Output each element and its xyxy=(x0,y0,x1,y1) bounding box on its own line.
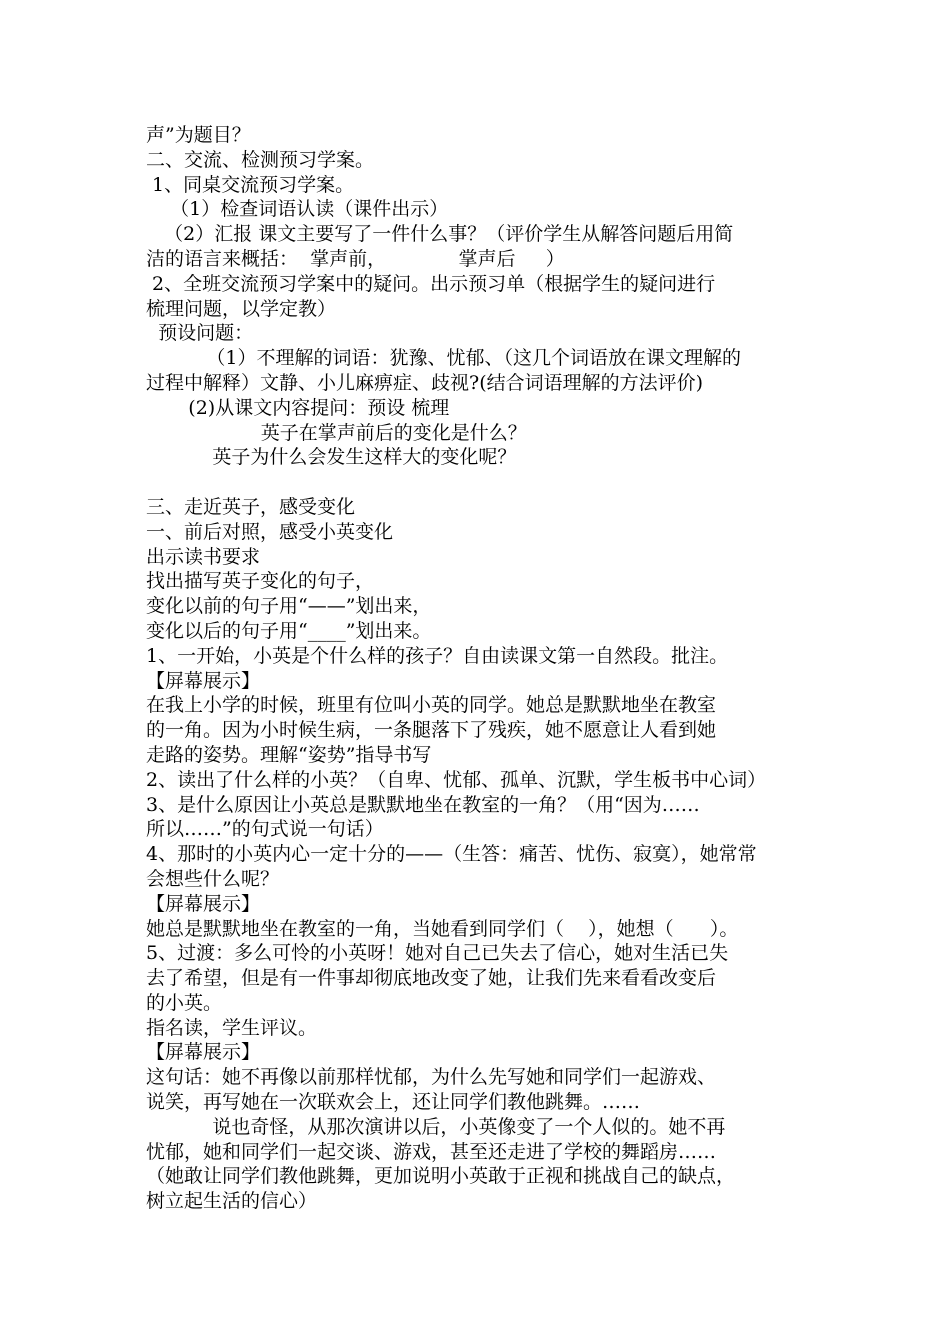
text-line: 【屏幕展示】 xyxy=(146,892,261,915)
text-line: 【屏幕展示】 xyxy=(146,1041,261,1064)
text-line: 去了希望，但是有一件事却彻底地改变了她，让我们先来看看改变后 xyxy=(146,967,717,990)
text-line: 变化以后的句子用“____”划出来。 xyxy=(146,619,432,642)
text-line: 【屏幕展示】 xyxy=(146,669,261,692)
text-line: 预设问题： xyxy=(146,322,254,345)
text-line: 过程中解释）文静、小儿麻痹症、歧视?(结合词语理解的方法评价) xyxy=(146,371,704,394)
text-line: 找出描写英子变化的句子， xyxy=(146,570,375,593)
text-line: 英子为什么会发生这样大的变化呢？ xyxy=(146,446,517,469)
text-line: 4、那时的小英内心一定十分的——（生答：痛苦、忧伤、寂寞），她常常 xyxy=(146,843,757,866)
text-line: 所以……”的句式说一句话） xyxy=(146,818,384,841)
text-line: 1、一开始，小英是个什么样的孩子？自由读课文第一自然段。批注。 xyxy=(146,644,729,667)
text-line: 这句话：她不再像以前那样忧郁，为什么先写她和同学们一起游戏、 xyxy=(146,1066,717,1089)
text-line: 二、交流、检测预习学案。 xyxy=(146,148,375,171)
text-line: 三、走近英子，感受变化 xyxy=(146,495,356,518)
text-line: （1）检查词语认读（课件出示） xyxy=(146,198,449,221)
text-line: （2）汇报 课文主要写了一件什么事？（评价学生从解答问题后用简 xyxy=(146,223,734,246)
text-line: 树立起生活的信心） xyxy=(146,1190,318,1213)
text-line: 的小英。 xyxy=(146,991,223,1014)
text-line: 变化以前的句子用“——”划出来， xyxy=(146,595,432,618)
text-line: 5、过渡：多么可怜的小英呀！她对自己已失去了信心，她对生活已失 xyxy=(146,942,729,965)
text-line: 会想些什么呢？ xyxy=(146,867,280,890)
text-line: (2)从课文内容提问：预设 梳理 xyxy=(146,396,450,419)
text-line: 3、是什么原因让小英总是默默地坐在教室的一角？（用“因为…… xyxy=(146,793,700,816)
text-line: 声”为题目？ xyxy=(146,124,251,146)
text-line: （她敢让同学们教他跳舞，更加说明小英敢于正视和挑战自己的缺点， xyxy=(146,1165,736,1188)
text-line: 2、全班交流预习学案中的疑问。出示预习单（根据学生的疑问进行 xyxy=(146,272,716,295)
text-line: 在我上小学的时候，班里有位叫小英的同学。她总是默默地坐在教室 xyxy=(146,694,717,717)
text-line: 说也奇怪，从那次演讲以后，小英像变了一个人似的。她不再 xyxy=(146,1115,726,1138)
text-line: 走路的姿势。理解“姿势”指导书写 xyxy=(146,743,432,766)
text-line: 忧郁，她和同学们一起交谈、游戏，甚至还走进了学校的舞蹈房…… xyxy=(146,1140,717,1163)
text-line: 洁的语言来概括： 掌声前， 掌声后 ） xyxy=(146,247,565,270)
text-line: （1）不理解的词语：犹豫、忧郁、（这几个词语放在课文理解的 xyxy=(146,347,741,370)
text-line: 说笑，再写她在一次联欢会上，还让同学们教他跳舞。…… xyxy=(146,1091,641,1114)
text-line: 她总是默默地坐在教室的一角，当她看到同学们（ ），她想（ ）。 xyxy=(146,917,739,940)
document-body xyxy=(146,123,846,1214)
text-line: 1、同桌交流预习学案。 xyxy=(146,173,355,196)
text-line: 指名读，学生评议。 xyxy=(146,1016,318,1039)
text-line: 2、读出了什么样的小英？（自卑、忧郁、孤单、沉默，学生板书中心词） xyxy=(146,768,767,791)
text-line: 梳理问题，以学定教） xyxy=(146,297,337,320)
text-line: 英子在掌声前后的变化是什么？ xyxy=(146,421,527,444)
text-line: 出示读书要求 xyxy=(146,545,261,568)
text-line: 的一角。因为小时候生病，一条腿落下了残疾，她不愿意让人看到她 xyxy=(146,719,717,742)
text-line xyxy=(146,470,846,495)
text-line: 一、前后对照，感受小英变化 xyxy=(146,520,394,543)
